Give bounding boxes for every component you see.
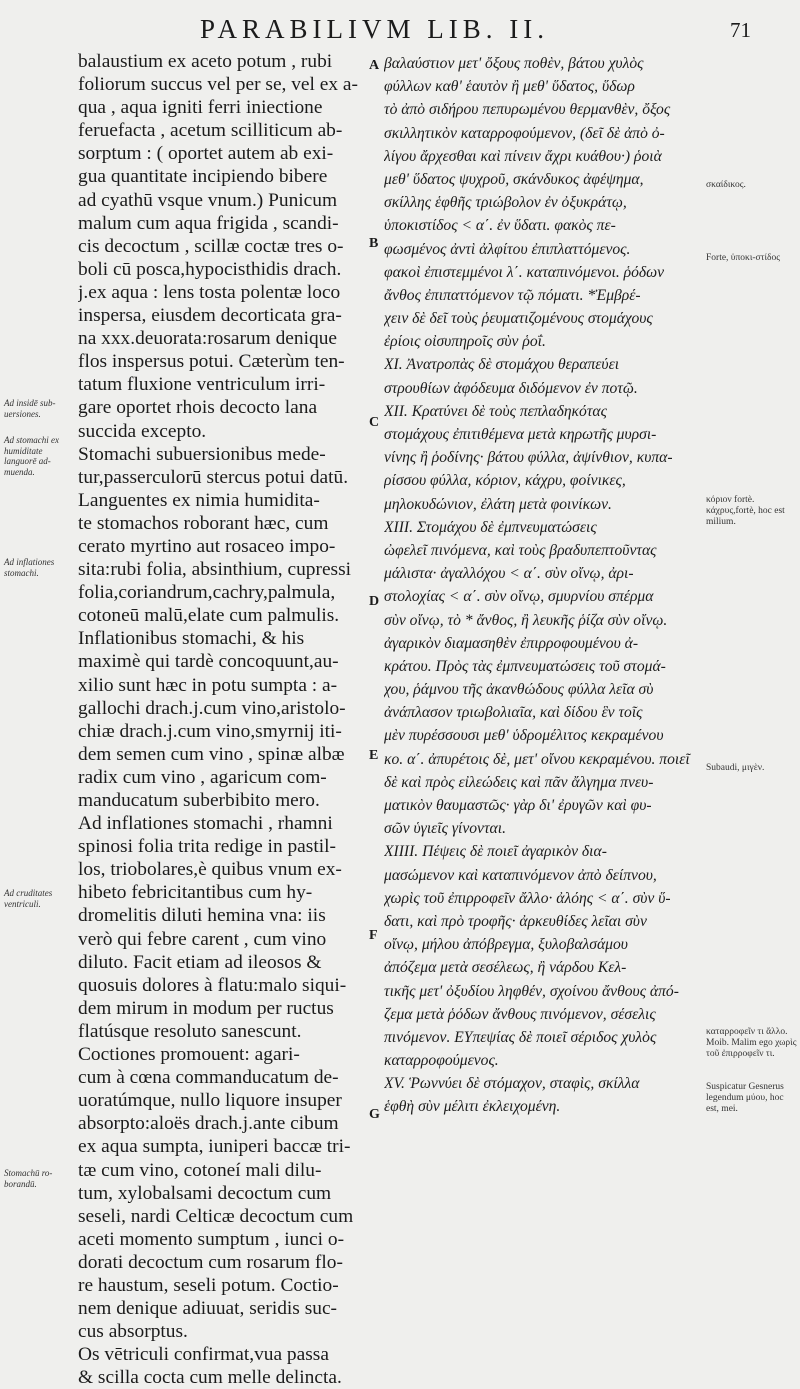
- latin-text-line: Inflationibus stomachi, & his: [78, 628, 305, 650]
- margin-note-left: Stomachū ro-borandū.: [4, 1168, 53, 1189]
- latin-text-line: foliorum succus vel per se, vel ex a-: [78, 74, 358, 96]
- greek-text-line: ἀνάπλασον τριωβολιαῖα, καὶ δίδου ἓν τοῖς: [384, 704, 643, 722]
- latin-text-line: feruefacta , acetum scilliticum ab-: [78, 120, 343, 142]
- greek-text-line: στομάχους ἐπιτιθέμενα μετὰ κηρωτῆς μυρσι-: [384, 426, 657, 443]
- greek-text-line: ΧΙ. Ἀνατροπὰς δὲ στομάχου θεραπεύει: [384, 356, 620, 374]
- greek-text-line: σκιλλητικὸν καταρροφούμενον, (δεῖ δὲ ἀπὸ ὀ-: [384, 124, 665, 142]
- latin-text-line: nem denique adiuuat, seridis suc-: [78, 1298, 338, 1320]
- latin-text-line: radix cum vino , agaricum com-: [78, 766, 327, 788]
- margin-note-right: Subaudi, μιγὲν.: [706, 763, 765, 773]
- latin-text-line: flos inspersus potui. Cæterùm ten-: [78, 351, 345, 373]
- margin-note-left: Ad insidē sub-uersiones.: [4, 398, 56, 419]
- latin-text-line: los, triobolares,è quibus vnum ex-: [78, 859, 342, 881]
- greek-text-line: μεθ' ὕδατος ψυχροῦ, σκάνδυκος ἀφέψημα,: [384, 170, 644, 188]
- latin-text-line: Coctiones promouent: agari-: [78, 1044, 300, 1066]
- latin-text-line: dem mirum in modum per ructus: [78, 997, 334, 1019]
- greek-text-line: ματικὸν θαυμαστῶς· γὰρ δι' ἐρυγῶν καὶ φυ-: [384, 797, 652, 814]
- greek-text-line: σκίλλης ἑφθῆς τριώβολον ἐν ὀξυκράτῳ,: [384, 194, 627, 212]
- greek-text-line: ΧΙΙΙ. Στομάχου δὲ ἐμπνευματώσεις: [384, 518, 597, 536]
- margin-note-left: Ad cruditates ventriculi.: [4, 888, 53, 909]
- greek-text-line: χωρὶς τοῦ ἐπιρροφεῖν ἄλλο· ἀλόης < α΄. σὺν ὕ-: [384, 889, 671, 907]
- latin-text-line: uoratúmque, nullo liquore insuper: [78, 1090, 342, 1112]
- latin-text-line: gua quantitate incipiendo bibere: [78, 166, 328, 188]
- greek-text-line: ἑφθὴ σὺν μέλιτι ἐκλειχομένη.: [384, 1098, 561, 1116]
- latin-text-line: succida excepto.: [78, 420, 207, 442]
- latin-text-line: dromelitis diluti hemina vna: iis: [78, 905, 326, 927]
- greek-text-line: μὲν πυρέσσουσι μεθ' ὑδρομέλιτος κεκραμένου: [384, 727, 664, 745]
- latin-text-line: re haustum, seseli potum. Coctio-: [78, 1274, 339, 1296]
- greek-text-line: ἄνθος ἐπιπαττόμενον τῷ πόματι. *Ἐμβρέ-: [384, 286, 641, 304]
- greek-text-line: ΧΙΙ. Κρατύνει δὲ τοὺς πεπλαδηκότας: [384, 402, 607, 420]
- greek-text-line: σὺν οἴνῳ, τὸ * ἄνθος, ἢ λευκῆς ῥίζα σὺν οἴνῳ.: [384, 611, 668, 629]
- greek-text-line: βαλαύστιον μετ' ὄξους ποθὲν, βάτου χυλὸς: [384, 55, 644, 72]
- latin-text-line: na xxx.deuorata:rosarum denique: [78, 328, 337, 350]
- latin-column: [78, 50, 368, 1389]
- margin-note-left: Ad inflationes stomachi.: [4, 557, 55, 578]
- margin-note-right: Suspicatur Gesnerus legendum μύου, hoc est, mei.: [706, 1082, 784, 1114]
- latin-text-line: diluto. Facit etiam ad ileosos &: [78, 951, 322, 973]
- greek-text-line: καταρροφούμενος.: [384, 1052, 499, 1070]
- greek-text-line: ρίσσου φύλλα, κόριον, κάχρυ, φοίνικες,: [384, 472, 626, 490]
- latin-text-line: verò qui febre carent , cum vino: [78, 928, 327, 950]
- margin-note-right: σκαίδικος.: [706, 180, 746, 190]
- margin-note-left: Ad stomachi ex humiditate languorē ad-muenda.: [4, 435, 59, 477]
- section-letter: D: [369, 594, 380, 609]
- greek-text-line: ὑποκιστίδος < α΄. ἐν ὕδατι. φακὸς πε-: [384, 217, 616, 235]
- latin-text-line: hibeto febricitantibus cum hy-: [78, 882, 313, 904]
- latin-text-line: flatúsque resoluto sanescunt.: [78, 1020, 302, 1042]
- running-head: PARABILIVM LIB. II.: [200, 14, 550, 44]
- latin-text-line: Ad inflationes stomachi , rhamni: [78, 813, 333, 835]
- greek-text-line: σῶν ὑγιεῖς γίνονται.: [384, 820, 506, 838]
- greek-text-line: μασώμενον καὶ καταπινόμενον ἀπὸ δείπνου,: [384, 866, 657, 884]
- latin-text-line: gallochi drach.j.cum vino,aristolo-: [78, 697, 346, 719]
- greek-text-line: μηλοκυδώνιον, ἐλάτη μετὰ φοινίκων.: [384, 495, 612, 513]
- latin-text-line: cum à cœna commanducatum de-: [78, 1067, 339, 1089]
- greek-text-line: νίνης ἢ ῥοδίνης· βάτου φύλλα, ἀψίνθιον, κυπα-: [384, 449, 673, 467]
- greek-text-line: ἀγαρικὸν διαμασηθὲν ἐπιρροφουμένου ἀ-: [384, 634, 639, 652]
- latin-text-line: malum cum aqua frigida , scandi-: [78, 212, 339, 234]
- latin-text-line: tæ cum vino, cotoneí mali dilu-: [78, 1159, 322, 1181]
- greek-text-line: δατι, καὶ πρὸ τροφῆς· ἀρκευθίδες λεῖαι σὺν: [384, 912, 647, 930]
- latin-text-line: inspersa, eiusdem decorticata gra-: [78, 305, 342, 327]
- margin-note-right: κόριον fortè. κάχρυς,fortè, hoc est milium.: [706, 495, 785, 527]
- greek-text-line: ΧV. Ῥωννύει δὲ στόμαχον, σταφὶς, σκίλλα: [384, 1075, 640, 1093]
- greek-text-line: κράτου. Πρὸς τὰς ἐμπνευματώσεις τοῦ στομά-: [384, 657, 666, 675]
- greek-text-line: ἀπόζεμα μετὰ σεσέλεως, ἢ νάρδου Κελ-: [384, 959, 627, 977]
- latin-text-line: folia,coriandrum,cachry,palmula,: [78, 582, 336, 604]
- page-number: 71: [730, 18, 751, 42]
- latin-text-line: tur,passerculorū stercus potui datū.: [78, 466, 349, 488]
- greek-text-line: φύλλων καθ' ἑαυτὸν ἢ μεθ' ὕδατος, ὕδωρ: [384, 78, 635, 96]
- section-letter: A: [369, 58, 380, 73]
- latin-text-line: Stomachi subuersionibus mede-: [78, 443, 326, 465]
- latin-text-line: balaustium ex aceto potum , rubi: [78, 51, 333, 72]
- section-letter: E: [369, 748, 379, 763]
- section-letter: F: [369, 928, 378, 943]
- greek-text-line: τικῆς μετ' ὀξυδίου ληφθέν, σχοίνου ἄνθους ἀπό-: [384, 982, 679, 1000]
- section-letter: B: [369, 236, 379, 251]
- latin-text-line: Os vētriculi confirmat,vua passa: [78, 1344, 329, 1366]
- latin-text-line: xilio sunt hæc in potu sumpta : a-: [78, 674, 338, 696]
- greek-text-line: φακοὶ ἐπιστεμμένοι λ΄. καταπινόμενοι. ῥόδων: [384, 263, 665, 281]
- latin-text-line: cus absorptus.: [78, 1321, 188, 1343]
- latin-text-line: ad cyathū vsque vnum.) Punicum: [78, 189, 338, 211]
- margin-note-right: καταρροφεῖν τι ἄλλο. Moib. Malim ego χωρὶς τοῦ ἐπιρροφεῖν τι.: [706, 1027, 797, 1059]
- greek-text-line: χειν δὲ δεῖ τοὺς ῥευματιζομένους στομάχους: [384, 310, 653, 328]
- latin-text-line: cotoneū malū,elate cum palmulis.: [78, 605, 340, 627]
- greek-text-line: χου, ῥάμνου τῆς ἀκανθώδους φύλλα λεῖα σὺ: [384, 681, 654, 699]
- latin-text-line: sita:rubi folia, absinthium, cupressi: [78, 559, 352, 581]
- latin-text-line: tum, xylobalsami decoctum cum: [78, 1182, 332, 1204]
- latin-text-line: ex aqua sumpta, iuniperi baccæ tri-: [78, 1136, 351, 1158]
- latin-text-line: absorpto:aloës drach.j.ante cibum: [78, 1113, 339, 1135]
- latin-text-line: aceti momento sumptum , iunci o-: [78, 1228, 345, 1250]
- greek-text-line: στρουθίων ἀφόδευμα διδόμενον ἐν ποτῷ.: [384, 379, 638, 397]
- greek-text-line: λίγου ἄρχεσθαι καὶ πίνειν ἄχρι κυάθου·) ῥοιὰ: [384, 147, 662, 165]
- latin-text-line: Languentes ex nimia humidita-: [78, 489, 320, 511]
- latin-text-line: boli cū posca,hypocisthidis drach.: [78, 258, 342, 280]
- greek-text-line: ἐρίοις οἰσυπηροῖς σὺν ῥοΐ.: [384, 333, 546, 351]
- latin-text-line: seseli, nardi Celticæ decoctum cum: [78, 1205, 354, 1227]
- greek-text-line: τὸ ἀπὸ σιδήρου πεπυρωμένου θερμανθὲν, ὄξος: [384, 101, 671, 119]
- greek-text-line: ὠφελεῖ πινόμενα, καὶ τοὺς βραδυπεπτοῦντας: [384, 541, 657, 559]
- latin-text-line: cerato myrtino aut rosaceo impo-: [78, 535, 336, 557]
- greek-text-line: δὲ καὶ πρὸς εἰλεώδεις καὶ πᾶν ἄλγημα πνευ-: [384, 773, 654, 791]
- greek-text-line: οἴνῳ, μήλου ἀπόβρεγμα, ξυλοβαλσάμου: [384, 936, 628, 954]
- section-letter: G: [369, 1107, 380, 1122]
- latin-text-line: dem semen cum vino , spinæ albæ: [78, 743, 345, 765]
- latin-text-line: dorati decoctum cum rosarum flo-: [78, 1251, 343, 1273]
- greek-text-line: πινόμενον. ΕΥπεψίας δὲ ποιεῖ σέριδος χυλὸς: [384, 1028, 657, 1046]
- latin-text-line: qua , aqua igniti ferri iniectione: [78, 97, 323, 119]
- latin-text-line: chiæ drach.j.cum vino,smyrnij iti-: [78, 720, 342, 742]
- latin-text-line: tatum fluxione ventriculum irri-: [78, 374, 326, 396]
- latin-text-line: maximè qui tardè concoquunt,au-: [78, 651, 339, 673]
- latin-text-line: te stomachos roborant hæc, cum: [78, 512, 329, 534]
- latin-text-line: sorptum : ( oportet autem ab exi-: [78, 143, 334, 165]
- latin-text-line: gare oportet rhois decocto lana: [78, 397, 318, 419]
- greek-column: [384, 52, 694, 1119]
- margin-note-right: Forte, ὑποκι-στίδος: [706, 253, 781, 263]
- section-letter: C: [369, 415, 380, 430]
- greek-text-line: μάλιστα· ἀγαλλόχου < α΄. σὺν οἴνῳ, ἀρι-: [384, 565, 634, 583]
- latin-text-line: cis decoctum , scillæ coctæ tres o-: [78, 235, 344, 257]
- greek-text-line: κο. α΄. ἀπυρέτοις δὲ, μετ' οἴνου κεκραμένου. ποιεῖ: [384, 750, 690, 768]
- latin-text-line: spinosi folia trita redige in pastil-: [78, 836, 336, 858]
- greek-text-line: ζεμα μετὰ ῥόδων ἄνθους πινόμενον, σέσελις: [384, 1005, 656, 1023]
- greek-text-line: ΧΙΙΙΙ. Πέψεις δὲ ποιεῖ ἀγαρικὸν δια-: [384, 843, 607, 861]
- latin-text-line: j.ex aqua : lens tosta polentæ loco: [78, 281, 341, 303]
- latin-text-line: manducatum suberbibito mero.: [78, 790, 320, 811]
- greek-text-line: φωσμένος ἀντὶ ἀλφίτου ἐπιπλαττόμενος.: [384, 240, 631, 258]
- latin-text-line: quosuis dolores à flatu:malo siqui-: [78, 974, 347, 996]
- latin-text-line: & scilla cocta cum melle delincta.: [78, 1367, 342, 1389]
- greek-text-line: στολοχίας < α΄. σὺν οἴνῳ, σμυρνίου σπέρμα: [384, 588, 654, 606]
